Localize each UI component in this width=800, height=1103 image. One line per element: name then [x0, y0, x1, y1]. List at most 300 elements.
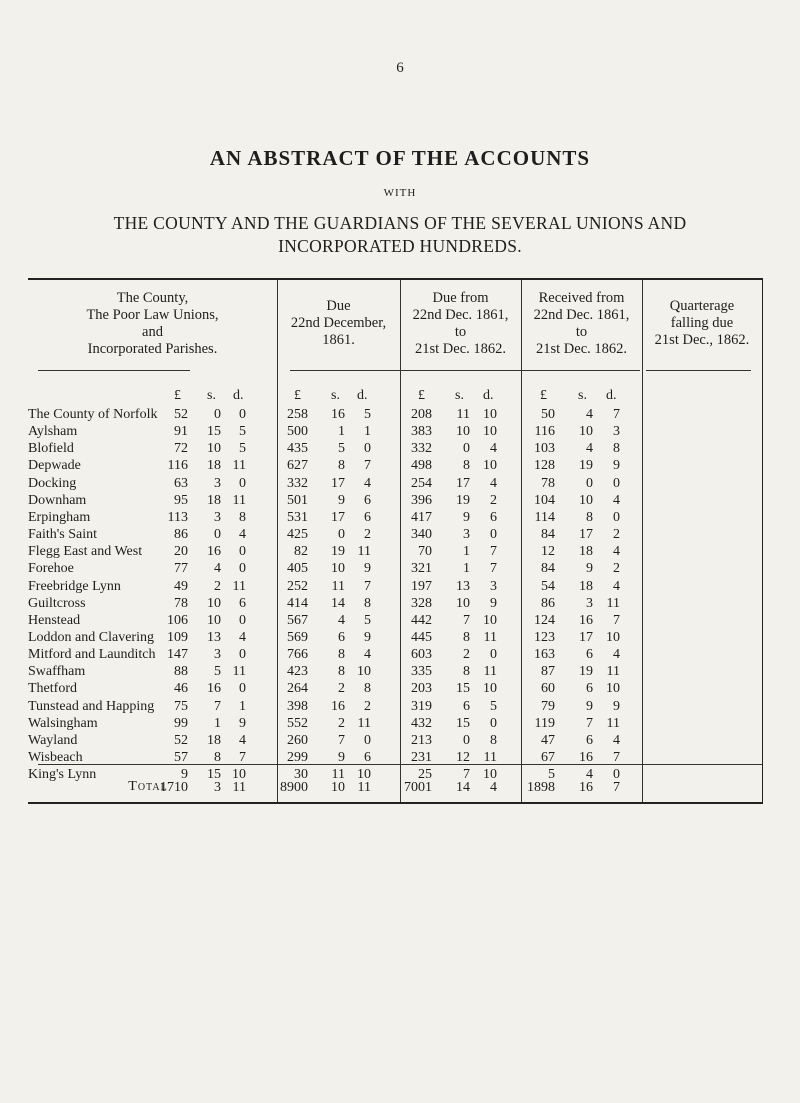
row-name: Walsingham — [28, 715, 98, 731]
money-value: 52 — [174, 732, 188, 748]
money-value: 17 — [456, 475, 470, 491]
money-value: 432 — [411, 715, 432, 731]
header-rule — [38, 370, 190, 371]
currency-unit-label: £ — [418, 388, 425, 403]
money-value: 7 — [338, 732, 345, 748]
money-value: 163 — [534, 647, 555, 663]
money-value: 17 — [579, 527, 593, 543]
money-value: 332 — [287, 475, 308, 491]
row-name: Loddon and Clavering — [28, 629, 154, 645]
money-value: 10 — [456, 595, 470, 611]
row-name: Wayland — [28, 732, 78, 748]
money-value: 9 — [586, 561, 593, 577]
money-value: 10 — [483, 407, 497, 422]
money-value: 2 — [338, 715, 345, 731]
currency-unit-label: s. — [331, 388, 340, 403]
total-value: 1710 — [160, 780, 188, 795]
money-value: 78 — [541, 475, 555, 491]
column-header — [277, 298, 400, 349]
row-name: Downham — [28, 492, 87, 508]
money-value: 10 — [579, 492, 593, 508]
money-value: 16 — [579, 612, 593, 628]
money-value: 10 — [483, 681, 497, 697]
header-line: Received from — [538, 290, 625, 306]
money-value: 11 — [232, 458, 246, 474]
money-value: 299 — [287, 750, 308, 765]
money-value: 8 — [364, 681, 371, 697]
money-value: 63 — [174, 475, 188, 491]
money-value: 405 — [287, 561, 308, 577]
money-value: 0 — [490, 647, 497, 663]
money-value: 8 — [338, 647, 345, 663]
money-value: 213 — [411, 732, 432, 748]
total-value: 11 — [232, 780, 246, 795]
money-value: 104 — [534, 492, 555, 508]
money-value: 1 — [338, 424, 345, 440]
money-value: 13 — [207, 629, 221, 645]
row-name: The County of Norfolk — [28, 407, 158, 422]
money-value: 11 — [606, 715, 620, 731]
row-name: Docking — [28, 475, 77, 491]
money-value: 4 — [586, 441, 593, 457]
total-value: 16 — [579, 780, 593, 795]
money-value: 72 — [174, 441, 188, 457]
money-value: 7 — [613, 750, 620, 765]
subtitle-line-1: THE COUNTY AND THE GUARDIANS OF THE SEVERAL UNIONS AND — [113, 213, 687, 233]
total-value: 7 — [613, 780, 620, 795]
money-value: 9 — [181, 767, 188, 783]
total-value: 14 — [456, 780, 470, 795]
money-value: 0 — [214, 407, 221, 422]
money-value: 19 — [331, 544, 345, 560]
money-value: 4 — [613, 732, 620, 748]
money-value: 0 — [586, 475, 593, 491]
money-value: 6 — [239, 595, 246, 611]
money-value: 0 — [338, 527, 345, 543]
money-value: 445 — [411, 629, 432, 645]
money-value: 128 — [534, 458, 555, 474]
money-value: 3 — [214, 647, 221, 663]
total-value: 11 — [357, 780, 371, 795]
row-name: Blofield — [28, 441, 74, 457]
money-value: 19 — [456, 492, 470, 508]
money-value: 17 — [579, 629, 593, 645]
money-value: 11 — [232, 578, 246, 594]
money-value: 18 — [207, 492, 221, 508]
subtitle — [0, 212, 800, 258]
money-value: 17 — [331, 509, 345, 525]
money-value: 627 — [287, 458, 308, 474]
row-name: Henstead — [28, 612, 81, 628]
money-value: 7 — [490, 561, 497, 577]
money-value: 10 — [606, 681, 620, 697]
money-value: 254 — [411, 475, 432, 491]
header-rule — [290, 370, 640, 371]
money-value: 0 — [214, 527, 221, 543]
money-value: 414 — [287, 595, 308, 611]
header-line: 21st Dec., 1862. — [654, 332, 750, 348]
money-value: 1 — [239, 698, 246, 714]
money-value: 123 — [534, 629, 555, 645]
header-line: Due — [326, 298, 351, 314]
money-value: 47 — [541, 732, 555, 748]
money-value: 14 — [331, 595, 345, 611]
money-value: 5 — [490, 698, 497, 714]
money-value: 8 — [490, 732, 497, 748]
page-title: AN ABSTRACT OF THE ACCOUNTS — [209, 146, 591, 170]
row-name: Flegg East and West — [28, 544, 143, 560]
money-value: 10 — [207, 441, 221, 457]
money-value: 20 — [174, 544, 188, 560]
money-value: 8 — [586, 509, 593, 525]
money-value: 99 — [174, 715, 188, 731]
header-rule — [646, 370, 751, 371]
currency-unit-label: s. — [207, 388, 216, 403]
total-value: 1898 — [527, 780, 555, 795]
money-value: 567 — [287, 612, 308, 628]
money-value: 498 — [411, 458, 432, 474]
money-value: 10 — [483, 424, 497, 440]
money-value: 87 — [541, 664, 555, 680]
money-value: 0 — [490, 527, 497, 543]
money-value: 11 — [331, 578, 345, 594]
header-line: 21st Dec. 1862. — [414, 341, 506, 357]
money-value: 114 — [534, 509, 555, 525]
column-header — [521, 290, 642, 358]
money-value: 49 — [174, 578, 188, 594]
money-value: 0 — [239, 681, 246, 697]
money-value: 7 — [490, 544, 497, 560]
money-value: 4 — [490, 441, 497, 457]
money-value: 11 — [483, 664, 497, 680]
money-value: 231 — [411, 750, 432, 765]
currency-unit-label: £ — [540, 388, 547, 403]
money-value: 11 — [483, 750, 497, 765]
row-name: Aylsham — [28, 424, 78, 440]
money-value: 500 — [287, 424, 308, 440]
money-value: 116 — [167, 458, 188, 474]
money-value: 531 — [287, 509, 308, 525]
currency-unit-label: d. — [483, 388, 494, 403]
money-value: 5 — [548, 767, 555, 783]
header-line: 21st Dec. 1862. — [535, 341, 627, 357]
money-value: 0 — [239, 475, 246, 491]
money-value: 60 — [541, 681, 555, 697]
money-value: 88 — [174, 664, 188, 680]
money-value: 7 — [613, 407, 620, 422]
money-value: 8 — [338, 458, 345, 474]
currency-unit-label: d. — [357, 388, 368, 403]
row-name: Guiltcross — [28, 595, 86, 611]
money-value: 4 — [239, 527, 246, 543]
money-value: 5 — [214, 664, 221, 680]
money-value: 6 — [490, 509, 497, 525]
money-value: 18 — [579, 544, 593, 560]
money-value: 16 — [579, 750, 593, 765]
money-value: 124 — [534, 612, 555, 628]
money-value: 6 — [364, 492, 371, 508]
money-value: 417 — [411, 509, 432, 525]
currency-unit-label: d. — [606, 388, 617, 403]
accounts-table — [28, 278, 763, 804]
money-value: 113 — [167, 509, 188, 525]
row-name: Swaffham — [28, 664, 86, 680]
money-value: 319 — [411, 698, 432, 714]
row-name: Mitford and Launditch — [28, 647, 156, 663]
row-name: Erpingham — [28, 509, 91, 525]
money-value: 4 — [239, 732, 246, 748]
money-value: 0 — [364, 441, 371, 457]
money-value: 332 — [411, 441, 432, 457]
money-value: 9 — [463, 509, 470, 525]
money-value: 396 — [411, 492, 432, 508]
money-value: 4 — [586, 407, 593, 422]
money-value: 501 — [287, 492, 308, 508]
money-value: 435 — [287, 441, 308, 457]
money-value: 18 — [207, 458, 221, 474]
money-value: 5 — [338, 441, 345, 457]
money-value: 86 — [174, 527, 188, 543]
row-name: Depwade — [28, 458, 81, 474]
money-value: 264 — [287, 681, 308, 697]
money-value: 10 — [232, 767, 246, 783]
money-value: 423 — [287, 664, 308, 680]
money-value: 3 — [586, 595, 593, 611]
money-value: 9 — [490, 595, 497, 611]
money-value: 11 — [606, 664, 620, 680]
total-value: 3 — [214, 780, 221, 795]
money-value: 3 — [214, 509, 221, 525]
money-value: 7 — [463, 612, 470, 628]
money-value: 0 — [613, 509, 620, 525]
money-value: 4 — [364, 647, 371, 663]
header-line: The Poor Law Unions, — [86, 307, 219, 323]
money-value: 1 — [214, 715, 221, 731]
money-value: 3 — [214, 475, 221, 491]
currency-unit-label: s. — [578, 388, 587, 403]
money-value: 17 — [331, 475, 345, 491]
subtitle-line-2: INCORPORATED HUNDREDS. — [278, 236, 522, 256]
header-line: Quarterage — [669, 298, 735, 314]
money-value: 11 — [232, 492, 246, 508]
money-value: 9 — [613, 458, 620, 474]
total-value: 4 — [490, 780, 497, 795]
money-value: 10 — [207, 612, 221, 628]
money-value: 9 — [364, 629, 371, 645]
money-value: 15 — [207, 767, 221, 783]
money-value: 1 — [463, 561, 470, 577]
money-value: 6 — [586, 732, 593, 748]
total-value: 10 — [331, 780, 345, 795]
column-header — [642, 298, 762, 349]
money-value: 398 — [287, 698, 308, 714]
money-value: 6 — [364, 509, 371, 525]
money-value: 6 — [586, 681, 593, 697]
money-value: 8 — [613, 441, 620, 457]
money-value: 5 — [364, 612, 371, 628]
header-line: 22nd Dec. 1861, — [412, 307, 509, 323]
money-value: 12 — [541, 544, 555, 560]
money-value: 4 — [586, 767, 593, 783]
header-line: 22nd December, — [290, 315, 387, 331]
money-value: 91 — [174, 424, 188, 440]
money-value: 147 — [167, 647, 188, 663]
money-value: 0 — [239, 407, 246, 422]
money-value: 6 — [586, 647, 593, 663]
money-value: 78 — [174, 595, 188, 611]
money-value: 4 — [214, 561, 221, 577]
money-value: 2 — [490, 492, 497, 508]
money-value: 9 — [364, 561, 371, 577]
money-value: 70 — [418, 544, 432, 560]
money-value: 335 — [411, 664, 432, 680]
money-value: 67 — [541, 750, 555, 765]
total-value: 7001 — [404, 780, 432, 795]
column-header — [400, 290, 521, 358]
money-value: 19 — [579, 458, 593, 474]
money-value: 16 — [207, 681, 221, 697]
money-value: 16 — [331, 698, 345, 714]
money-value: 11 — [483, 629, 497, 645]
money-value: 7 — [239, 750, 246, 765]
money-value: 16 — [207, 544, 221, 560]
money-value: 6 — [364, 750, 371, 765]
money-value: 5 — [239, 424, 246, 440]
money-value: 7 — [364, 458, 371, 474]
money-value: 9 — [586, 698, 593, 714]
money-value: 30 — [294, 767, 308, 783]
money-value: 1 — [364, 424, 371, 440]
money-value: 258 — [287, 407, 308, 422]
money-value: 2 — [613, 527, 620, 543]
column-divider — [642, 280, 643, 802]
money-value: 95 — [174, 492, 188, 508]
money-value: 0 — [463, 732, 470, 748]
money-value: 7 — [364, 578, 371, 594]
money-value: 7 — [463, 767, 470, 783]
money-value: 50 — [541, 407, 555, 422]
money-value: 8 — [463, 629, 470, 645]
money-value: 103 — [534, 441, 555, 457]
money-value: 13 — [456, 578, 470, 594]
row-name: Freebridge Lynn — [28, 578, 121, 594]
with-text: WITH — [383, 187, 417, 199]
money-value: 10 — [483, 612, 497, 628]
money-value: 46 — [174, 681, 188, 697]
money-value: 0 — [239, 612, 246, 628]
money-value: 11 — [357, 715, 371, 731]
money-value: 569 — [287, 629, 308, 645]
page-number: 6 — [396, 60, 404, 76]
money-value: 6 — [463, 698, 470, 714]
money-value: 11 — [456, 407, 470, 422]
header-line: to — [575, 324, 588, 340]
money-value: 19 — [579, 664, 593, 680]
money-value: 9 — [338, 750, 345, 765]
money-value: 8 — [338, 664, 345, 680]
money-value: 86 — [541, 595, 555, 611]
row-name: Wisbeach — [28, 750, 83, 765]
money-value: 8 — [239, 509, 246, 525]
money-value: 8 — [214, 750, 221, 765]
money-value: 57 — [174, 750, 188, 765]
money-value: 252 — [287, 578, 308, 594]
money-value: 18 — [207, 732, 221, 748]
money-value: 79 — [541, 698, 555, 714]
money-value: 25 — [418, 767, 432, 783]
money-value: 340 — [411, 527, 432, 543]
money-value: 4 — [613, 492, 620, 508]
header-line: Incorporated Parishes. — [87, 341, 218, 357]
money-value: 2 — [613, 561, 620, 577]
money-value: 10 — [357, 664, 371, 680]
money-value: 10 — [207, 595, 221, 611]
money-value: 10 — [331, 561, 345, 577]
money-value: 6 — [338, 629, 345, 645]
total-value: 8900 — [280, 780, 308, 795]
money-value: 116 — [534, 424, 555, 440]
money-value: 0 — [613, 767, 620, 783]
money-value: 3 — [613, 424, 620, 440]
header-line: Due from — [432, 290, 489, 306]
money-value: 15 — [456, 715, 470, 731]
header-line: to — [454, 324, 467, 340]
money-value: 0 — [364, 732, 371, 748]
money-value: 2 — [214, 578, 221, 594]
money-value: 4 — [338, 612, 345, 628]
money-value: 8 — [463, 664, 470, 680]
money-value: 9 — [239, 715, 246, 731]
money-value: 4 — [239, 629, 246, 645]
money-value: 0 — [490, 715, 497, 731]
money-value: 9 — [338, 492, 345, 508]
money-value: 9 — [613, 698, 620, 714]
money-value: 11 — [331, 767, 345, 783]
row-name: Forehoe — [28, 561, 74, 577]
money-value: 3 — [490, 578, 497, 594]
money-value: 84 — [541, 527, 555, 543]
header-line: falling due — [670, 315, 734, 331]
money-value: 10 — [483, 458, 497, 474]
money-value: 5 — [239, 441, 246, 457]
money-value: 10 — [606, 629, 620, 645]
money-value: 8 — [463, 458, 470, 474]
money-value: 7 — [613, 612, 620, 628]
money-value: 5 — [364, 407, 371, 422]
currency-unit-label: £ — [174, 388, 181, 403]
currency-unit-label: d. — [233, 388, 244, 403]
money-value: 425 — [287, 527, 308, 543]
money-value: 0 — [613, 475, 620, 491]
money-value: 0 — [239, 647, 246, 663]
money-value: 0 — [239, 561, 246, 577]
currency-unit-label: s. — [455, 388, 464, 403]
money-value: 2 — [463, 647, 470, 663]
money-value: 197 — [411, 578, 432, 594]
money-value: 54 — [541, 578, 555, 594]
money-value: 203 — [411, 681, 432, 697]
currency-unit-label: £ — [294, 388, 301, 403]
money-value: 603 — [411, 647, 432, 663]
money-value: 77 — [174, 561, 188, 577]
money-value: 383 — [411, 424, 432, 440]
money-value: 52 — [174, 407, 188, 422]
money-value: 4 — [613, 647, 620, 663]
money-value: 2 — [364, 527, 371, 543]
money-value: 328 — [411, 595, 432, 611]
money-value: 7 — [586, 715, 593, 731]
header-line: 22nd Dec. 1861, — [533, 307, 630, 323]
